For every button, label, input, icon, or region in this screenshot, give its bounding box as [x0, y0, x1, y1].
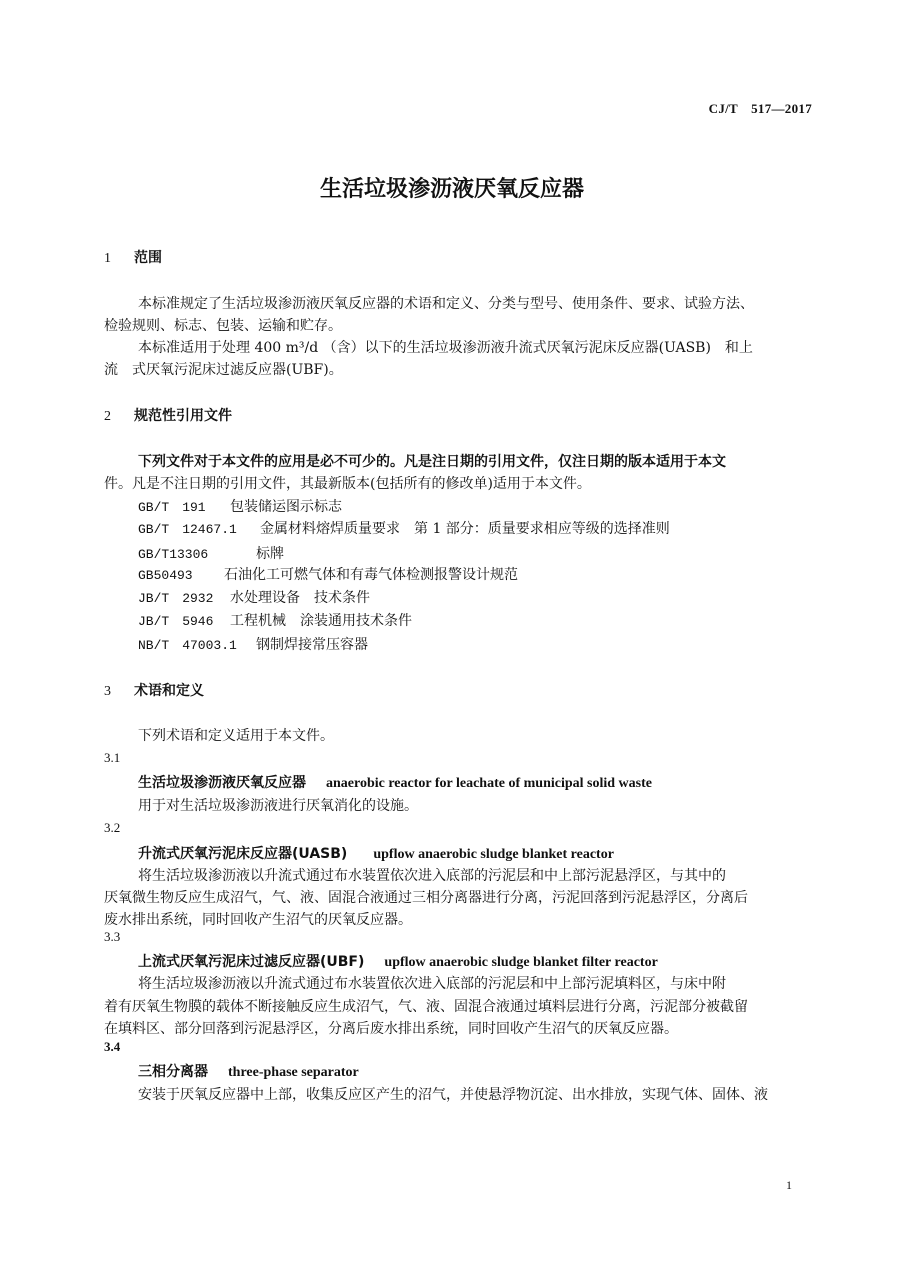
reference-name: 金属材料熔焊质量要求 第 1 部分：质量要求相应等级的选择准则 [260, 521, 670, 537]
reference-code: GB/T 191 [138, 500, 206, 515]
term-heading [138, 951, 658, 971]
term-definition-line: 厌氧微生物反应生成沼气，气、液、固混合液通过三相分离器进行分离，污泥回落到污泥悬浮区，分离后 [104, 890, 748, 906]
reference-item [138, 634, 368, 654]
refs-intro-line-2: 件。凡是不注日期的引用文件，其最新版本(包括所有的修改单)适用于本文件。 [104, 476, 591, 492]
reference-code: GB/T13306 [138, 547, 209, 562]
reference-code: GB/T 12467.1 [138, 522, 237, 537]
section-1-heading [104, 247, 162, 267]
section-2-heading [104, 405, 232, 425]
scope-paragraph-2-line-2: 流 式厌氧污泥床过滤反应器(UBF)。 [104, 362, 343, 378]
reference-name: 工程机械 涂装通用技术条件 [230, 613, 412, 629]
reference-name: 钢制焊接常压容器 [256, 637, 368, 653]
reference-code: GB50493 [138, 568, 193, 583]
reference-code: NB/T 47003.1 [138, 638, 237, 653]
section-title: 术语和定义 [134, 683, 204, 699]
section-3-heading [104, 680, 204, 700]
section-title: 范围 [134, 250, 162, 266]
section-number: 3 [104, 684, 111, 699]
section-number: 1 [104, 251, 111, 266]
term-definition-line: 在填料区、部分回落到污泥悬浮区，分离后废水排出系统，同时回收产生沼气的厌氧反应器。 [104, 1021, 678, 1037]
reference-name: 包装储运图示标志 [230, 499, 342, 515]
term-heading [138, 772, 652, 792]
term-heading [138, 1061, 359, 1081]
term-definition-line: 废水排出系统，同时回收产生沼气的厌氧反应器。 [104, 912, 412, 928]
term-number: 3.1 [104, 750, 121, 765]
term-definition-line: 用于对生活垃圾渗沥液进行厌氧消化的设施。 [138, 798, 418, 814]
term-chinese: 升流式厌氧污泥床反应器(UASB) [138, 846, 348, 862]
term-english: upflow anaerobic sludge blanket filter reactor [384, 955, 658, 970]
standard-code: CJ/T 517—2017 [708, 101, 812, 116]
terms-intro: 下列术语和定义适用于本文件。 [138, 728, 334, 744]
scope-paragraph-1-line-1: 本标准规定了生活垃圾渗沥液厌氧反应器的术语和定义、分类与型号、使用条件、要求、试验方法、 [138, 296, 754, 312]
reference-name: 石油化工可燃气体和有毒气体检测报警设计规范 [224, 567, 518, 583]
scope-paragraph-2-line-1: 本标准适用于处理 400 m³/d （含）以下的生活垃圾渗沥液升流式厌氧污泥床反应器(UASB) 和上 [138, 340, 753, 356]
term-number: 3.4 [104, 1039, 121, 1054]
scope-paragraph-1-line-2: 检验规则、标志、包装、运输和贮存。 [104, 318, 342, 334]
section-number: 2 [104, 409, 111, 424]
reference-code: JB/T 2932 [138, 591, 214, 606]
page-number: 1 [786, 1178, 792, 1192]
term-number: 3.2 [104, 820, 121, 835]
refs-intro-line-1: 下列文件对于本文件的应用是必不可少的。凡是注日期的引用文件，仅注日期的版本适用于本文 [138, 454, 726, 470]
term-definition-line: 将生活垃圾渗沥液以升流式通过布水装置依次进入底部的污泥层和中上部污泥填料区，与床中附 [138, 976, 726, 992]
reference-code: JB/T 5946 [138, 614, 214, 629]
term-definition-line: 安装于厌氧反应器中上部，收集反应区产生的沼气，并使悬浮物沉淀、出水排放，实现气体、固体、液 [138, 1087, 768, 1103]
term-english: upflow anaerobic sludge blanket reactor [373, 847, 614, 862]
reference-item [138, 610, 412, 630]
reference-name: 标牌 [256, 546, 284, 562]
term-english: anaerobic reactor for leachate of municipal solid waste [326, 776, 652, 791]
term-definition-line: 着有厌氧生物膜的载体不断接触反应生成沼气，气、液、固混合液通过填料层进行分离，污泥部分被截留 [104, 999, 748, 1015]
reference-item [138, 587, 370, 607]
term-number: 3.3 [104, 929, 121, 944]
document-title: 生活垃圾渗沥液厌氧反应器 [319, 177, 584, 202]
reference-item [138, 518, 670, 538]
term-heading [138, 843, 614, 863]
term-chinese: 三相分离器 [138, 1064, 208, 1080]
reference-item [138, 564, 518, 584]
section-title: 规范性引用文件 [134, 408, 232, 424]
term-chinese: 上流式厌氧污泥床过滤反应器(UBF) [138, 954, 365, 970]
reference-name: 水处理设备 技术条件 [230, 590, 370, 606]
term-chinese: 生活垃圾渗沥液厌氧反应器 [138, 775, 306, 791]
term-definition-line: 将生活垃圾渗沥液以升流式通过布水装置依次进入底部的污泥层和中上部污泥悬浮区，与其中的 [138, 868, 726, 884]
reference-item [138, 496, 342, 516]
reference-item [138, 543, 284, 563]
term-english: three-phase separator [228, 1065, 359, 1080]
